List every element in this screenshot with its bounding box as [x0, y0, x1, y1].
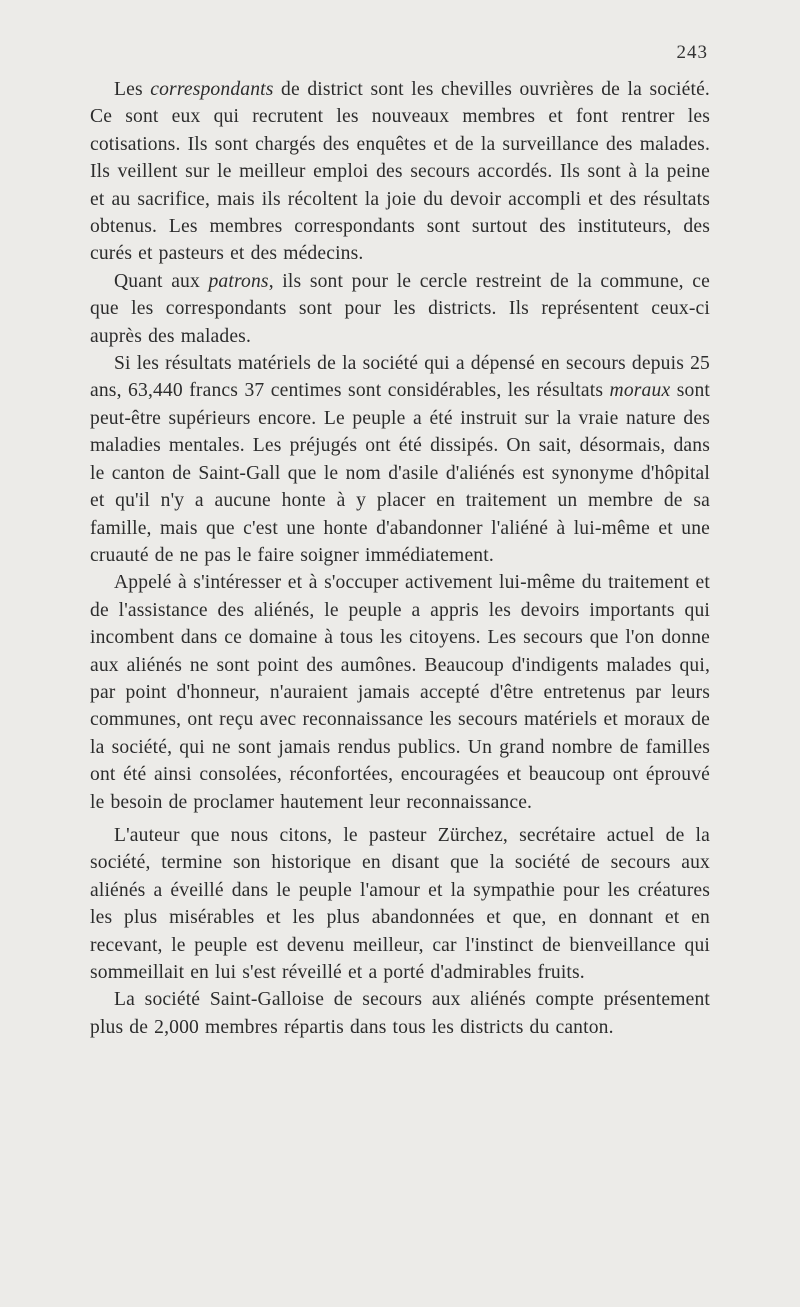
paragraph	[90, 268, 710, 350]
text-run: Quant aux	[114, 270, 209, 292]
text-run: La société Saint-Galloise de secours aux aliénés compte présentement plus de 2,000 membres répartis dans tous les districts du canton.	[90, 989, 710, 1038]
italic-term: patrons	[208, 270, 269, 292]
text-run: Appelé à s'intéresser et à s'occuper activement lui-même du traitement et de l'assistance des aliénés, le peuple a appris les devoirs importants qui incombent dans ce domaine à tous les citoyens. Les secours que l'on donne aux aliénés ne sont point des aumônes. Beaucoup d'indigents malades qui, par point d'honneur, n'auraient jamais accepté d'être entretenus par leurs communes, ont reçu avec reconnaissance les secours matériels et moraux de la société, qui ne sont jamais rendus publics. Un grand nombre de familles ont été ainsi consolées, réconfortées, encouragées et beaucoup ont éprouvé le besoin de proclamer hautement leur reconnaissance.	[90, 572, 710, 813]
body-text	[90, 76, 710, 1041]
page-number: 243	[676, 42, 708, 63]
text-run: sont peut-être supérieurs encore. Le peuple a été instruit sur la vraie nature des maladies mentales. Les préjugés ont été dissipés. On sait, désormais, dans le canton de Saint-Gall que le nom d'asile d'aliénés est synonyme d'hôpital et qu'il n'y a aucune honte à y placer en traitement un membre de sa famille, mais que c'est une honte d'abandonner l'aliéné à lui-même et une cruauté de ne pas le faire soigner immédiatement.	[90, 380, 710, 566]
text-run: L'auteur que nous citons, le pasteur Zürchez, secrétaire actuel de la société, termine son historique en disant que la société de secours aux aliénés a éveillé dans le peuple l'amour et la sympathie pour les créatures les plus misérables et les plus abandonnées et que, en donnant et en recevant, le peuple est devenu meilleur, car l'instinct de bienveillance qui sommeillait en lui s'est réveillé et a porté d'admirables fruits.	[90, 824, 710, 983]
italic-term: correspondants	[150, 79, 274, 100]
paragraph	[90, 76, 710, 268]
paragraph	[90, 569, 710, 816]
italic-term: moraux	[609, 380, 671, 402]
text-run: de district sont les chevilles ouvrières de la société. Ce sont eux qui recrutent les nouveaux membres et font rentrer les cotisations. Ils sont chargés des enquêtes et de la surveillance des malades. Ils veillent sur le meilleur emploi des secours accordés. Ils sont à la peine et au sacrifice, mais ils récoltent la joie du devoir accompli et des résultats obtenus. Les membres correspondants sont surtout des instituteurs, des curés et pasteurs et des médecins.	[90, 79, 710, 265]
paragraph	[90, 350, 710, 569]
paragraph	[90, 986, 710, 1041]
text-run: , ils sont pour le cercle restreint de la commune, ce que les correspondants sont pour les districts. Ils représentent ceux-ci auprès des malades.	[90, 270, 710, 347]
text-run: Les	[114, 79, 151, 100]
paragraph	[90, 822, 710, 986]
text-run: Si les résultats matériels de la société qui a dépensé en secours depuis 25 ans, 63,440 francs 37 centimes sont considérables, les résultats	[90, 353, 710, 402]
